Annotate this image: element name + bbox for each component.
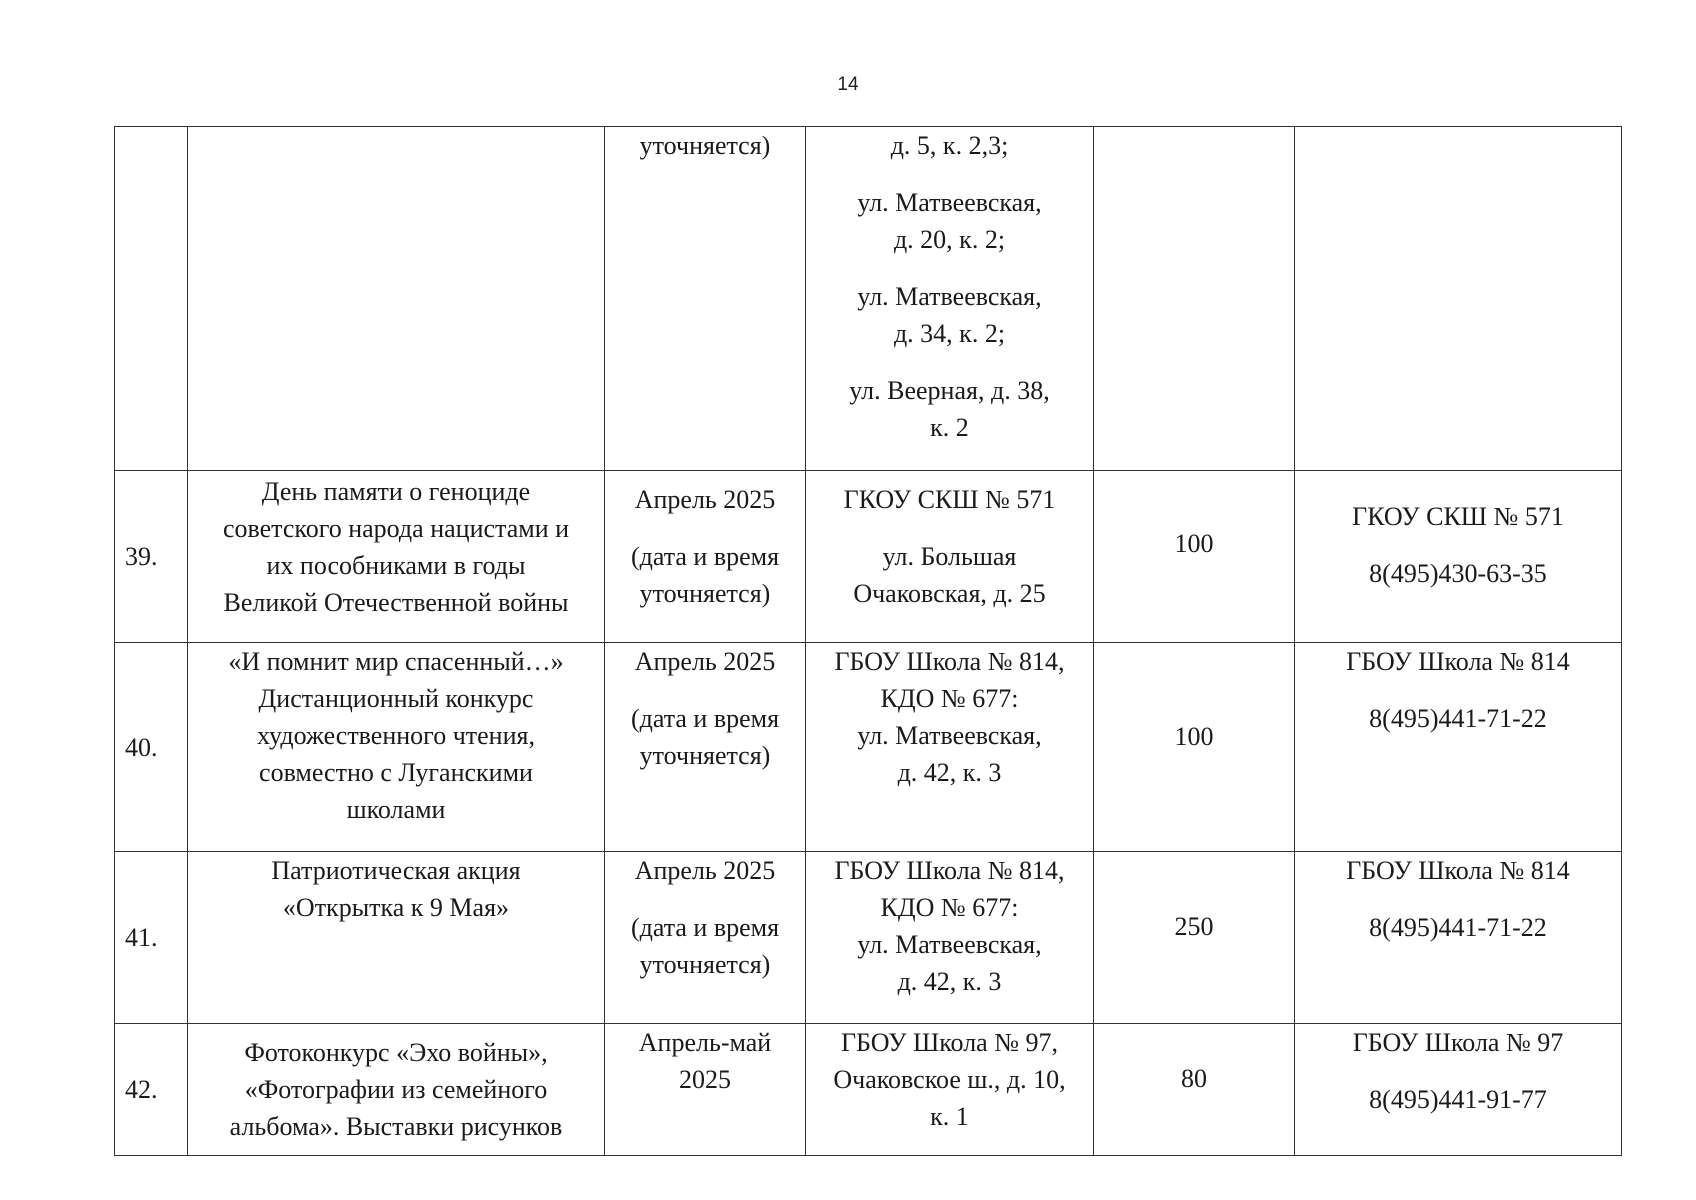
date-cell	[605, 127, 806, 471]
event-line: День памяти о геноциде	[261, 477, 531, 506]
organizer-name: ГБОУ Школа № 814	[1346, 856, 1570, 885]
date-line: (дата и время	[630, 542, 780, 571]
date-cell	[605, 852, 806, 1024]
organizer-cell	[1295, 1024, 1622, 1156]
event-line: «И помнит мир спасенный…»	[228, 647, 564, 676]
page-number: 14	[837, 74, 859, 95]
quantity-value: 250	[1174, 912, 1214, 941]
date-line: Апрель 2025	[634, 647, 776, 676]
row-number: 39.	[115, 471, 188, 643]
quantity-value: 80	[1181, 1064, 1207, 1093]
event-line: школами	[346, 795, 446, 824]
organizer-cell	[1295, 127, 1622, 471]
organizer-name: ГБОУ Школа № 97	[1352, 1028, 1564, 1057]
venue-line: ул. Большая	[882, 542, 1017, 571]
venue-line: ГКОУ СКШ № 571	[843, 485, 1056, 514]
event-line: альбома». Выставки рисунков	[229, 1112, 563, 1141]
venue-line: д. 42, к. 3	[897, 967, 1002, 996]
row-number: 40.	[115, 643, 188, 852]
quantity-cell	[1094, 1024, 1295, 1156]
venue-cell	[806, 127, 1094, 471]
venue-line: к. 1	[930, 1102, 969, 1131]
organizer-phone: 8(495)430-63-35	[1369, 559, 1547, 588]
quantity-value: 100	[1174, 722, 1214, 751]
venue-line: Очаковское ш., д. 10,	[833, 1065, 1066, 1094]
organizer-phone: 8(495)441-91-77	[1369, 1085, 1547, 1114]
venue-line: ул. Веерная, д. 38,	[849, 376, 1050, 405]
table-row	[115, 471, 1622, 643]
quantity-cell	[1094, 643, 1295, 852]
row-number: 41.	[115, 852, 188, 1024]
venue-line: ГБОУ Школа № 814,	[834, 856, 1065, 885]
quantity-cell	[1094, 471, 1295, 643]
venue-line: КДО № 677:	[880, 684, 1019, 713]
quantity-cell	[1094, 852, 1295, 1024]
event-cell	[188, 127, 605, 471]
event-cell	[188, 852, 605, 1024]
organizer-name: ГБОУ Школа № 814	[1346, 647, 1570, 676]
date-cell	[605, 471, 806, 643]
date-line: уточняется)	[639, 950, 771, 979]
venue-line: ул. Матвеевская,	[857, 721, 1042, 750]
event-line: художественного чтения,	[257, 721, 535, 750]
organizer-phone: 8(495)441-71-22	[1369, 913, 1547, 942]
event-line: Дистанционный конкурс	[258, 684, 534, 713]
venue-line: ул. Матвеевская,	[857, 188, 1042, 217]
events-table	[114, 126, 1622, 1156]
event-line: Фотоконкурс «Эхо войны»,	[244, 1038, 548, 1067]
event-line: совместно с Луганскими	[259, 758, 533, 787]
quantity-cell	[1094, 127, 1295, 471]
row-number	[115, 127, 188, 471]
date-line: 2025	[679, 1065, 731, 1094]
date-line: Апрель 2025	[634, 485, 776, 514]
date-line: уточняется)	[639, 131, 771, 160]
venue-line: к. 2	[930, 413, 969, 442]
organizer-phone: 8(495)441-71-22	[1369, 704, 1547, 733]
date-line: Апрель 2025	[634, 856, 776, 885]
event-cell	[188, 471, 605, 643]
venue-cell	[806, 471, 1094, 643]
organizer-cell	[1295, 852, 1622, 1024]
organizer-cell	[1295, 471, 1622, 643]
date-line: уточняется)	[639, 741, 771, 770]
venue-cell	[806, 643, 1094, 852]
venue-line: ГБОУ Школа № 814,	[834, 647, 1065, 676]
organizer-cell	[1295, 643, 1622, 852]
venue-line: д. 5, к. 2,3;	[890, 131, 1009, 160]
date-line: уточняется)	[639, 579, 771, 608]
venue-cell	[806, 852, 1094, 1024]
venue-line: ул. Матвеевская,	[857, 282, 1042, 311]
quantity-value: 100	[1174, 529, 1214, 558]
table-row	[115, 1024, 1622, 1156]
venue-line: Очаковская, д. 25	[853, 579, 1046, 608]
date-line: (дата и время	[630, 704, 780, 733]
venue-line: ГБОУ Школа № 97,	[840, 1028, 1059, 1057]
event-line: Патриотическая акция	[271, 856, 521, 885]
date-line: (дата и время	[630, 913, 780, 942]
venue-line: д. 34, к. 2;	[893, 319, 1006, 348]
date-cell	[605, 643, 806, 852]
date-cell	[605, 1024, 806, 1156]
table-row	[115, 852, 1622, 1024]
event-line: Великой Отечественной войны	[223, 588, 569, 617]
event-line: «Фотографии из семейного	[244, 1075, 548, 1104]
event-line: их пособниками в годы	[266, 551, 526, 580]
event-line: «Открытка к 9 Мая»	[282, 893, 510, 922]
table-row	[115, 127, 1622, 471]
date-line: Апрель-май	[638, 1028, 772, 1057]
row-number: 42.	[115, 1024, 188, 1156]
organizer-name: ГКОУ СКШ № 571	[1352, 502, 1564, 531]
venue-cell	[806, 1024, 1094, 1156]
venue-line: д. 20, к. 2;	[893, 225, 1006, 254]
event-cell	[188, 643, 605, 852]
event-cell	[188, 1024, 605, 1156]
table-row	[115, 643, 1622, 852]
venue-line: д. 42, к. 3	[897, 758, 1002, 787]
venue-line: КДО № 677:	[880, 893, 1019, 922]
venue-line: ул. Матвеевская,	[857, 930, 1042, 959]
event-line: советского народа нацистами и	[222, 514, 570, 543]
